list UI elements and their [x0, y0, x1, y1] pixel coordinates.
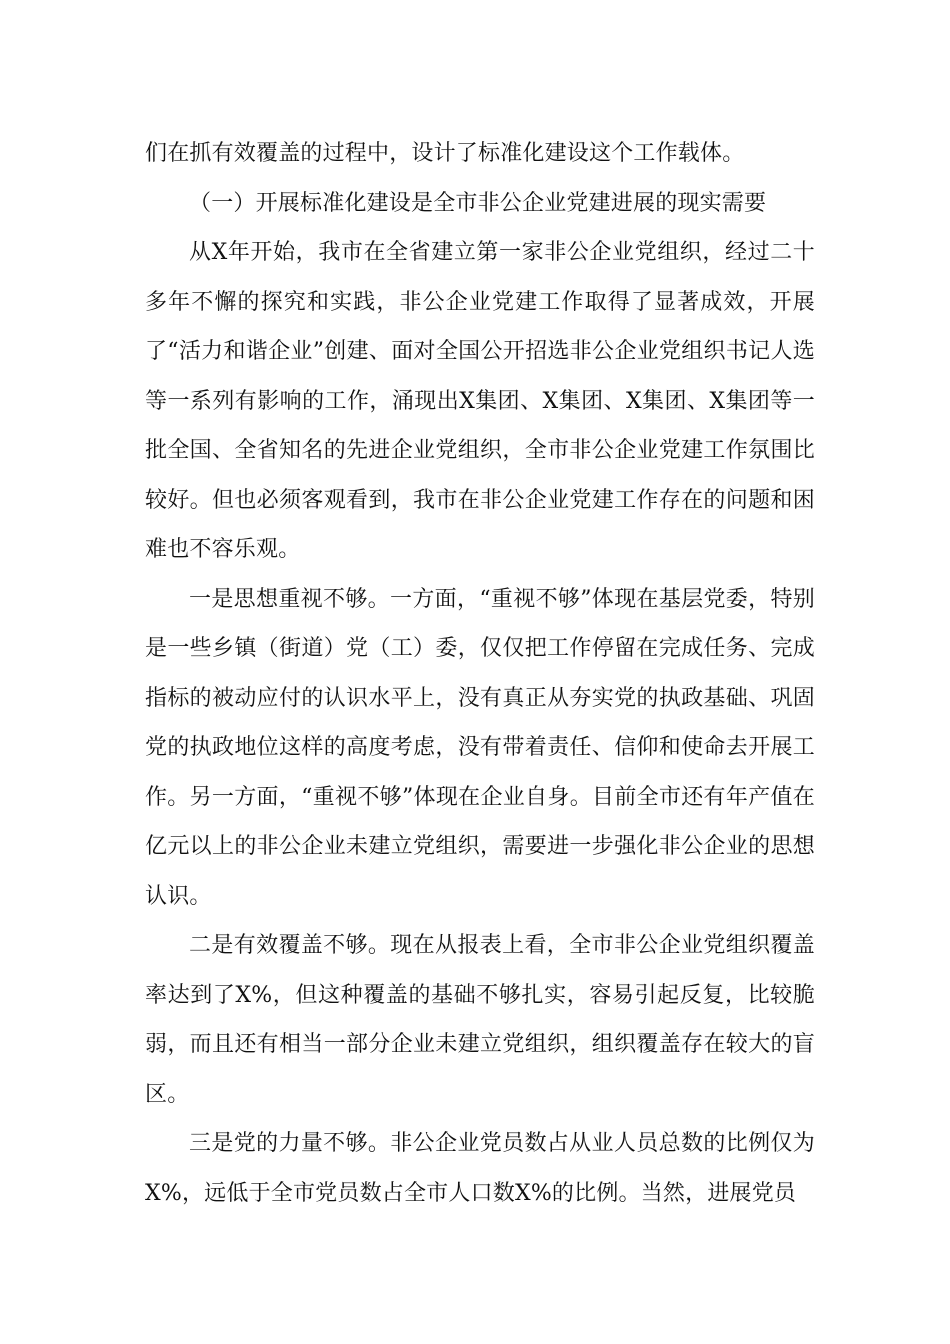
paragraph-continuation: 们在抓有效覆盖的过程中，设计了标准化建设这个工作载体。 [145, 141, 745, 166]
paragraph-point-two: 二是有效覆盖不够。现在从报表上看，全市非公企业党组织覆盖率达到了X%，但这种覆盖的基础不够扎实，容易引起反复，比较脆弱，而且还有相当一部分企业未建立党组织，组织覆盖存在较大的盲区。 [145, 933, 815, 1107]
paragraph-point-three: 三是党的力量不够。非公企业党员数占从业人员总数的比例仅为X%，远低于全市党员数占全市人口数X%的比例。当然，进展党员 [145, 1131, 815, 1206]
section-heading: （一）开展标准化建设是全市非公企业党建进展的现实需要 [189, 190, 767, 216]
document-body [145, 129, 815, 1218]
paragraph-background: 从X年开始，我市在全省建立第一家非公企业党组织，经过二十多年不懈的探究和实践，非公企业党建工作取得了显著成效，开展了“活力和谐企业”创建、面对全国公开招选非公企业党组织书记人选等一系列有影响的工作，涌现出X集团、X集团、X集团、X集团等一批全国、全省知名的先进企业党组织，全市非公企业党建工作氛围比较好。但也必须客观看到，我市在非公企业党建工作存在的问题和困难也不容乐观。 [145, 240, 815, 562]
paragraph-point-one: 一是思想重视不够。一方面，“重视不够”体现在基层党委，特别是一些乡镇（街道）党（工）委，仅仅把工作停留在完成任务、完成指标的被动应付的认识水平上，没有真正从夯实党的执政基础、巩固党的执政地位这样的高度考虑，没有带着责任、信仰和使命去开展工作。另一方面，“重视不够”体现在企业自身。目前全市还有年产值在亿元以上的非公企业未建立党组织，需要进一步强化非公企业的思想认识。 [145, 586, 815, 909]
